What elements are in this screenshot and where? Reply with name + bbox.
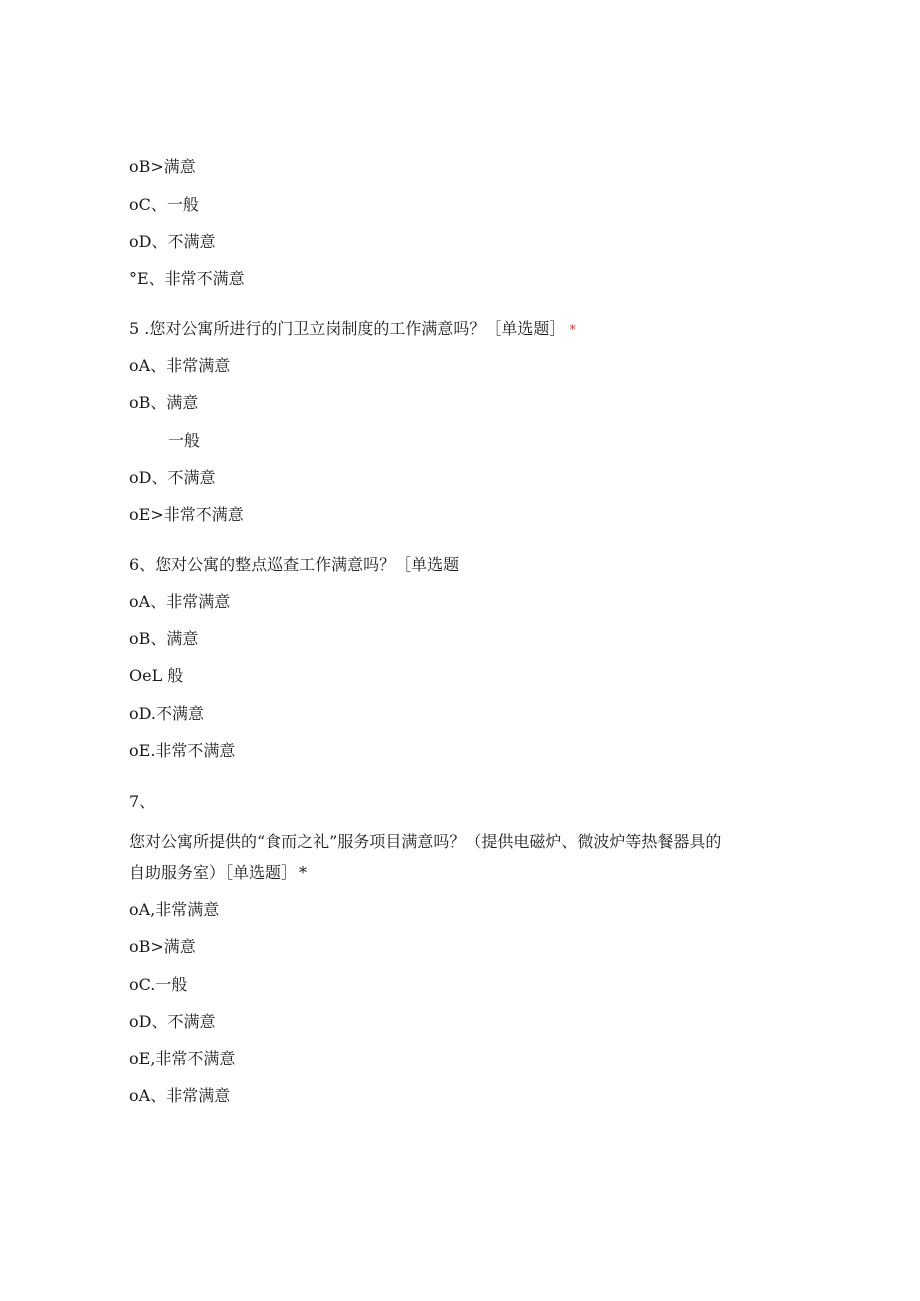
q5-option-a[interactable]: oA、非常满意 <box>129 356 231 375</box>
q7-option-a[interactable]: oA,非常满意 <box>129 900 220 919</box>
q5-title-text: 5 .您对公寓所进行的门卫立岗制度的工作满意吗？［单选题］ <box>129 319 566 338</box>
q4-option-d[interactable]: oD、不满意 <box>129 232 216 251</box>
q5-option-d[interactable]: oD、不满意 <box>129 468 216 487</box>
q7-option-b[interactable]: oB>满意 <box>129 937 196 956</box>
q5-option-b[interactable]: oB、满意 <box>129 393 199 412</box>
q7-option-c[interactable]: oC.一般 <box>129 975 188 994</box>
q6-option-d[interactable]: oD.不满意 <box>129 704 204 723</box>
q5-title <box>129 319 576 341</box>
q6-option-a[interactable]: oA、非常满意 <box>129 592 231 611</box>
q4-option-c[interactable]: oC、一般 <box>129 195 199 214</box>
q7-number: 7、 <box>129 792 156 811</box>
q7-title-line2 <box>129 863 307 883</box>
q7-option-d[interactable]: oD、不满意 <box>129 1012 216 1031</box>
q7-option-e[interactable]: oE,非常不满意 <box>129 1049 236 1068</box>
q7-required-mark: * <box>299 863 308 882</box>
q6-option-c[interactable]: OeL 般 <box>129 666 184 685</box>
q6-option-e[interactable]: oE.非常不满意 <box>129 741 236 760</box>
q6-option-b[interactable]: oB、满意 <box>129 629 199 648</box>
q4-option-b[interactable]: oB>满意 <box>129 157 196 176</box>
q6-title: 6、您对公寓的整点巡查工作满意吗？［单选题 <box>129 555 460 574</box>
q5-required-mark: * <box>569 323 576 338</box>
q8-option-a[interactable]: oA、非常满意 <box>129 1086 231 1105</box>
q4-option-e[interactable]: °E、非常不满意 <box>129 269 245 288</box>
q7-title-line2-text: 自助服务室）［单选题］ <box>129 863 298 882</box>
q5-option-c[interactable]: 一般 <box>168 431 201 450</box>
q7-title-line1: 您对公寓所提供的“食而之礼”服务项目满意吗？（提供电磁炉、微波炉等热餐器具的 <box>129 832 722 851</box>
q5-option-e[interactable]: oE>非常不满意 <box>129 505 244 524</box>
